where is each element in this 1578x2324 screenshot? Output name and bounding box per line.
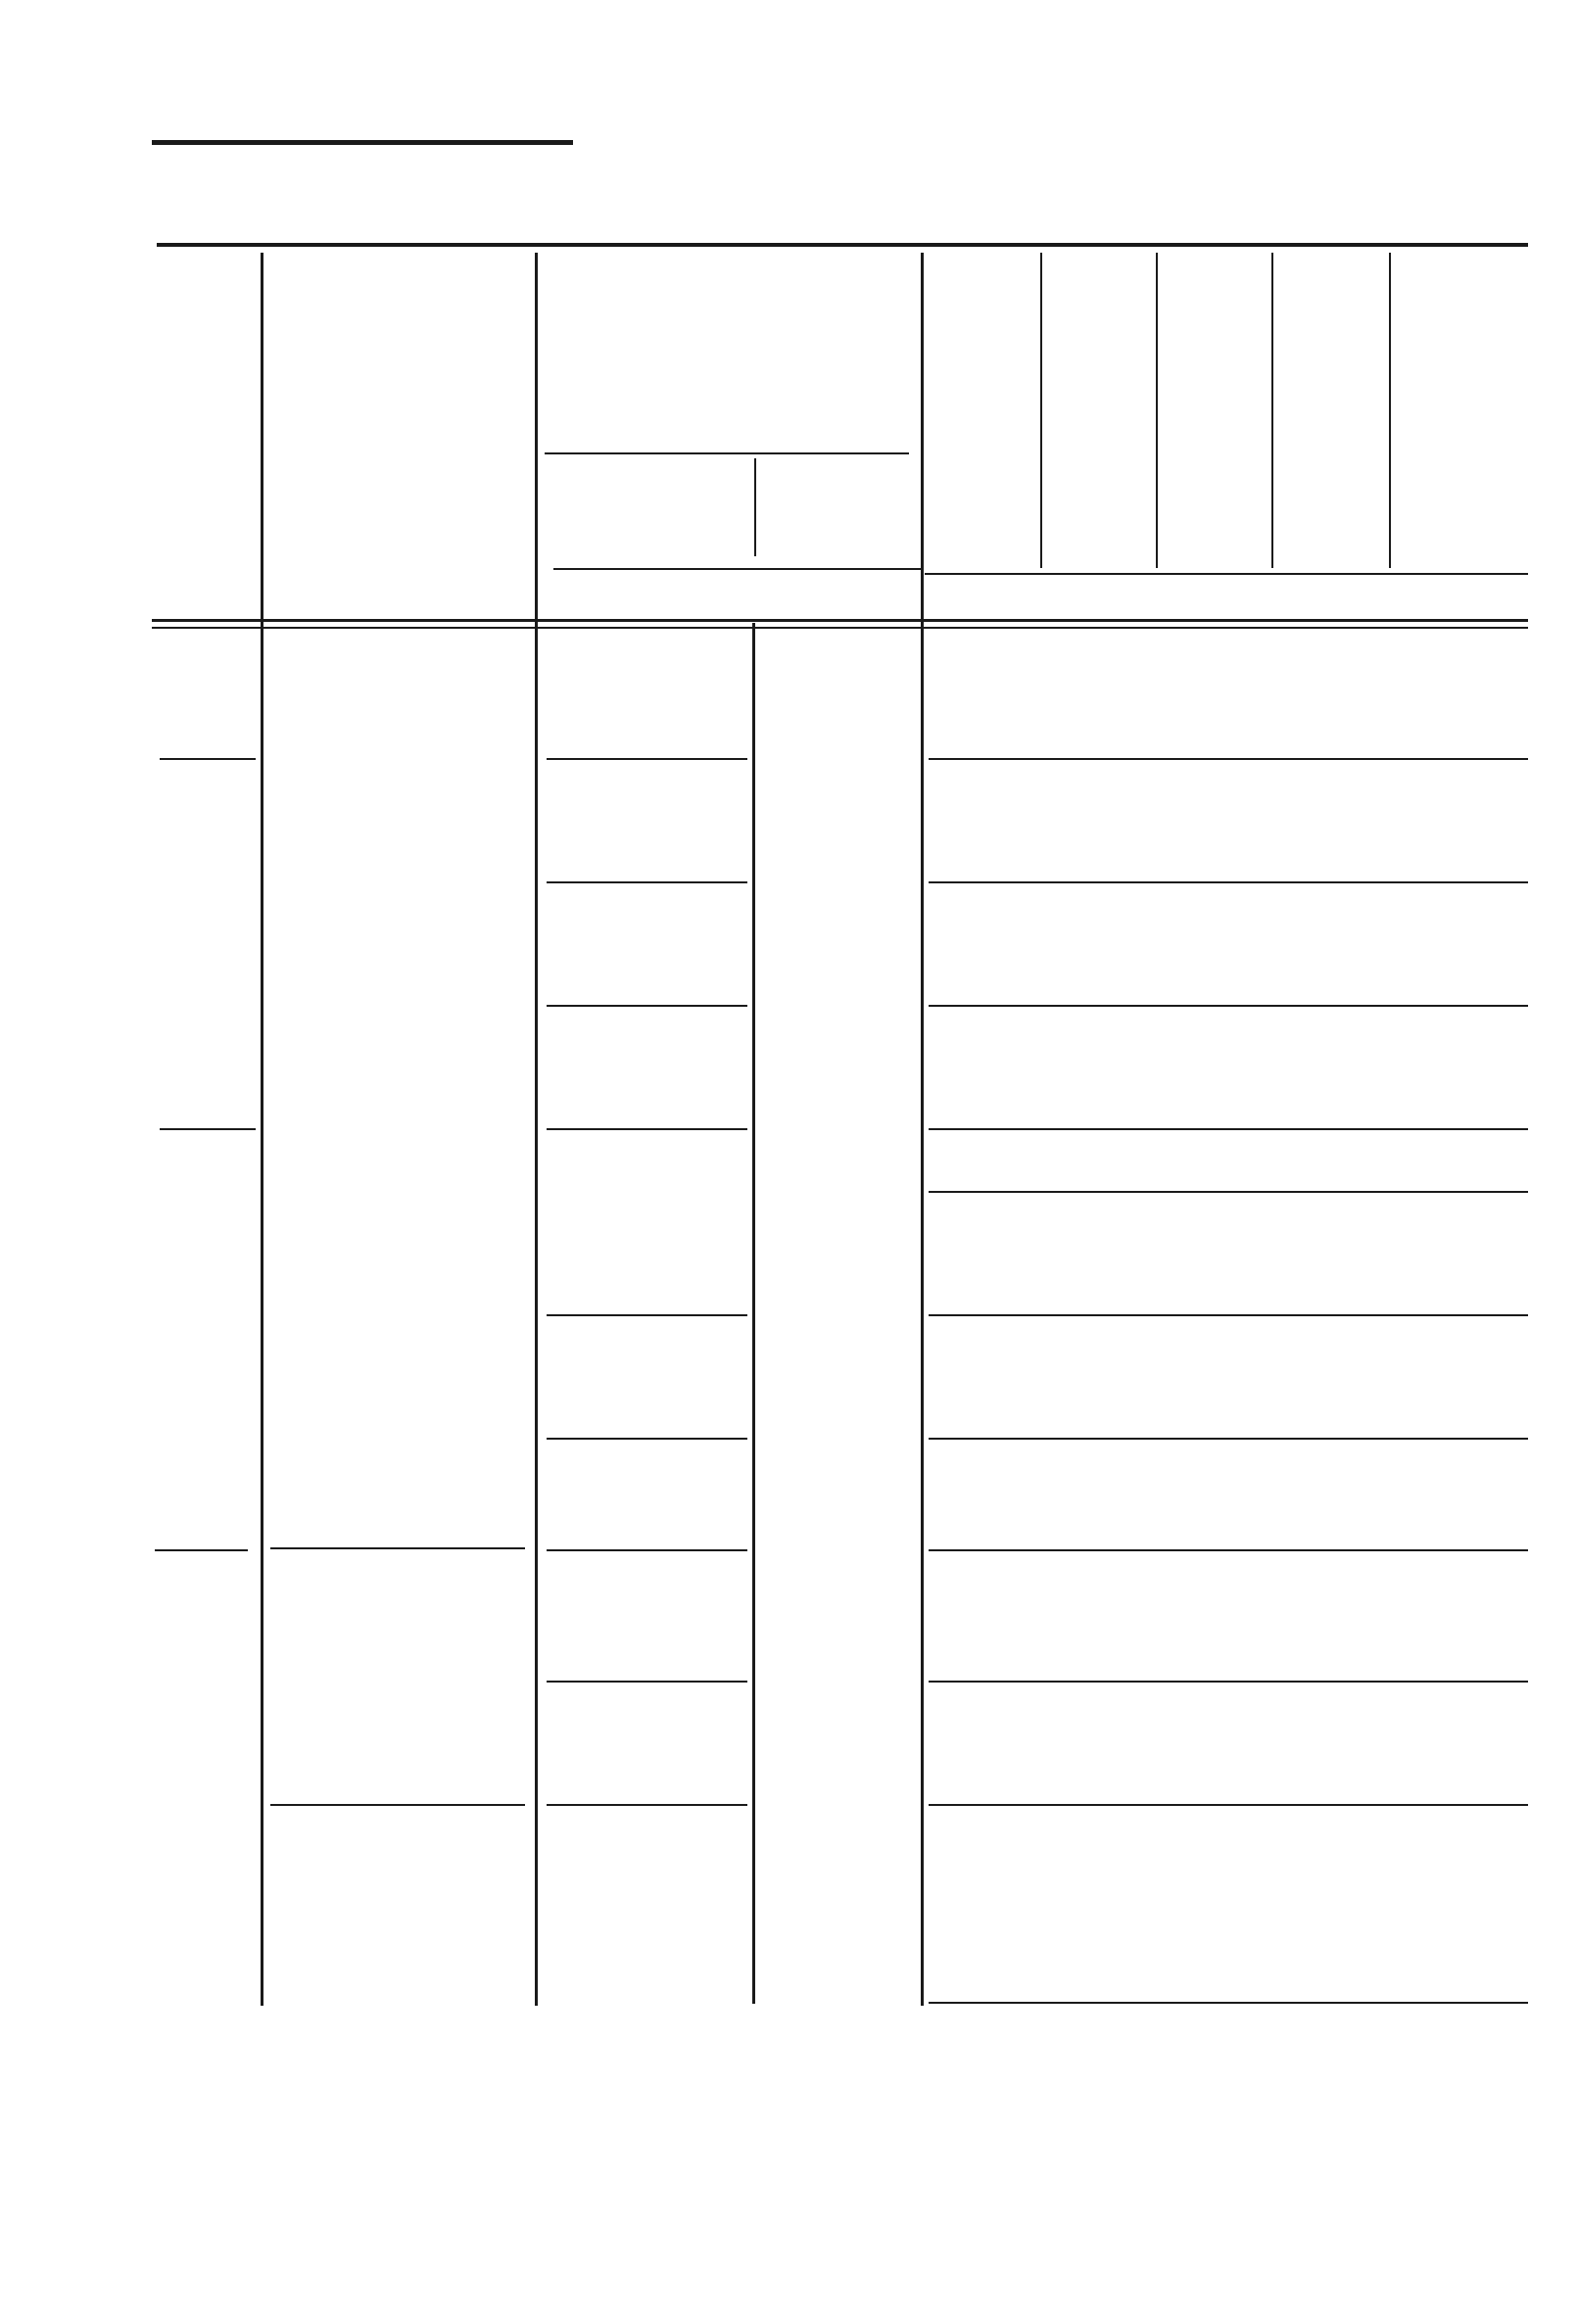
col-line-6 xyxy=(1271,253,1273,568)
col-line-1 xyxy=(261,253,263,2006)
row-rule xyxy=(929,1128,1528,1130)
mkm-rule xyxy=(553,568,921,570)
dev-rule xyxy=(547,1681,747,1683)
col-line-2 xyxy=(535,253,538,2006)
dev-rule xyxy=(547,1549,747,1551)
row-rule xyxy=(929,1191,1528,1193)
dev-split-body xyxy=(752,623,755,2004)
row-rule xyxy=(929,1681,1528,1683)
header-rule xyxy=(152,140,573,145)
row-rule xyxy=(929,758,1528,760)
row-rule xyxy=(929,2002,1528,2004)
dev-rule xyxy=(547,1438,747,1440)
dev-rule xyxy=(547,1128,747,1130)
grade-separator xyxy=(160,758,256,760)
header-bottom-rule xyxy=(152,619,1528,622)
table-top-rule xyxy=(157,243,1528,247)
row-rule xyxy=(929,881,1528,883)
dev-rule xyxy=(547,1804,747,1806)
row-rule xyxy=(929,1804,1528,1806)
grade-separator xyxy=(160,1128,256,1130)
col-line-3 xyxy=(921,253,924,2006)
dev-rule xyxy=(547,758,747,760)
row-rule xyxy=(929,1005,1528,1007)
dev-rule xyxy=(547,1314,747,1316)
header-bottom-rule-2 xyxy=(152,627,1528,629)
dev-rule xyxy=(547,1005,747,1007)
grade-separator xyxy=(155,1549,248,1551)
header-taper xyxy=(1307,289,1365,553)
col-line-7 xyxy=(1389,253,1391,568)
col-line-4 xyxy=(1040,253,1042,568)
diameter-rule xyxy=(270,1547,525,1549)
mkm-max-rule xyxy=(925,573,1528,575)
col-line-5 xyxy=(1156,253,1158,568)
deviation-subrule xyxy=(545,452,909,454)
header-variation xyxy=(951,289,1010,553)
dev-rule xyxy=(547,881,747,883)
deviation-split xyxy=(754,458,756,556)
diameter-rule xyxy=(270,1804,525,1806)
row-rule xyxy=(929,1438,1528,1440)
row-rule xyxy=(929,1314,1528,1316)
row-rule xyxy=(929,1549,1528,1551)
header-roundness xyxy=(1073,289,1131,553)
